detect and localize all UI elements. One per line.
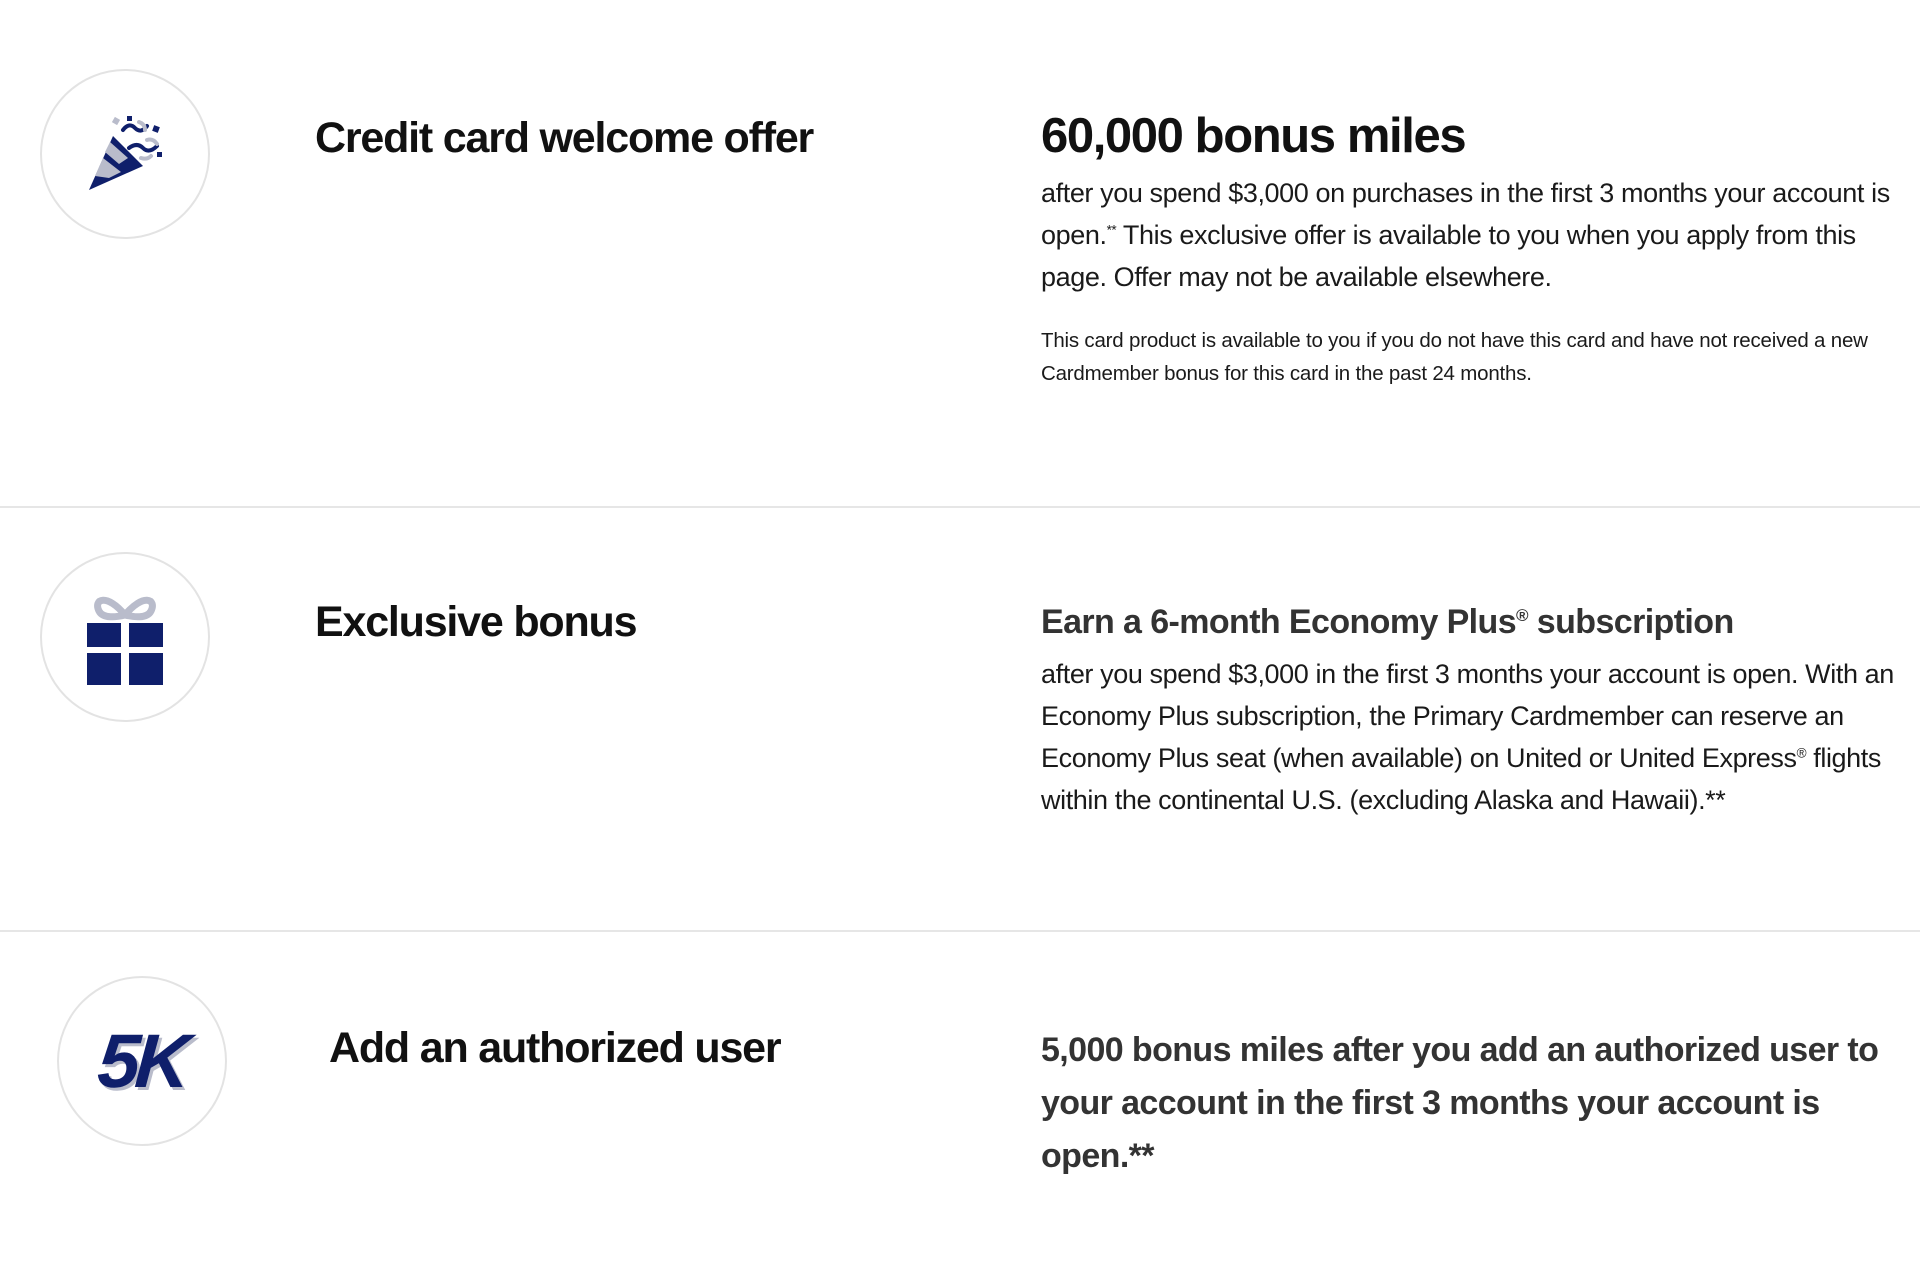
- exclusive-bonus-headline-text: Earn a 6-month Economy Plus: [1041, 603, 1517, 641]
- exclusive-bonus-row: [0, 508, 1920, 930]
- party-popper-icon: [83, 112, 167, 196]
- exclusive-bonus-icon-circle: [40, 552, 210, 722]
- exclusive-bonus-content: [1041, 602, 1901, 821]
- authorized-user-content: [1041, 1024, 1901, 1183]
- five-k-icon: 5K: [95, 1018, 189, 1104]
- exclusive-bonus-headline: [1041, 602, 1901, 643]
- welcome-offer-fine-print: This card product is available to you if you do not have this card and have not received a new Cardmember bonus for this card in the past 24 months.: [1041, 328, 1868, 385]
- authorized-user-title: Add an authorized user: [329, 1024, 781, 1072]
- welcome-offer-body-text-after: This exclusive offer is available to you when you apply from this page. Offer may not be available elsewhere.: [1041, 219, 1856, 292]
- welcome-offer-icon-circle: [40, 69, 210, 239]
- registered-mark: ®: [1516, 606, 1528, 626]
- welcome-offer-content: [1041, 110, 1901, 390]
- exclusive-bonus-body-text: after you spend $3,000 in the first 3 months your account is open. With an Economy Plus subscription, the Primary Cardmember can reserve an Economy Plus seat (when available) on United or United Express: [1041, 658, 1894, 773]
- exclusive-bonus-headline-text-after: subscription: [1527, 603, 1734, 641]
- authorized-user-body: 5,000 bonus miles after you add an authorized user to your account in the first 3 months your account is open.**: [1041, 1031, 1879, 1175]
- welcome-offer-body: [1041, 172, 1901, 298]
- authorized-user-row: [0, 932, 1920, 1278]
- welcome-offer-body-text: after you spend $3,000 on purchases in the first 3 months your account is open.: [1041, 177, 1890, 250]
- welcome-offer-headline: 60,000 bonus miles: [1041, 109, 1466, 163]
- authorized-user-icon-circle: [57, 976, 227, 1146]
- welcome-offer-body-footnote: **: [1106, 222, 1117, 238]
- registered-mark: ®: [1796, 745, 1807, 761]
- welcome-offer-title: Credit card welcome offer: [315, 114, 814, 162]
- exclusive-bonus-body-text-after: flights within the continental U.S. (excluding Alaska and Hawaii).**: [1041, 742, 1881, 815]
- welcome-offer-row: [0, 0, 1920, 506]
- exclusive-bonus-body: [1041, 653, 1901, 821]
- gift-icon: [85, 585, 165, 689]
- exclusive-bonus-title: Exclusive bonus: [315, 598, 637, 646]
